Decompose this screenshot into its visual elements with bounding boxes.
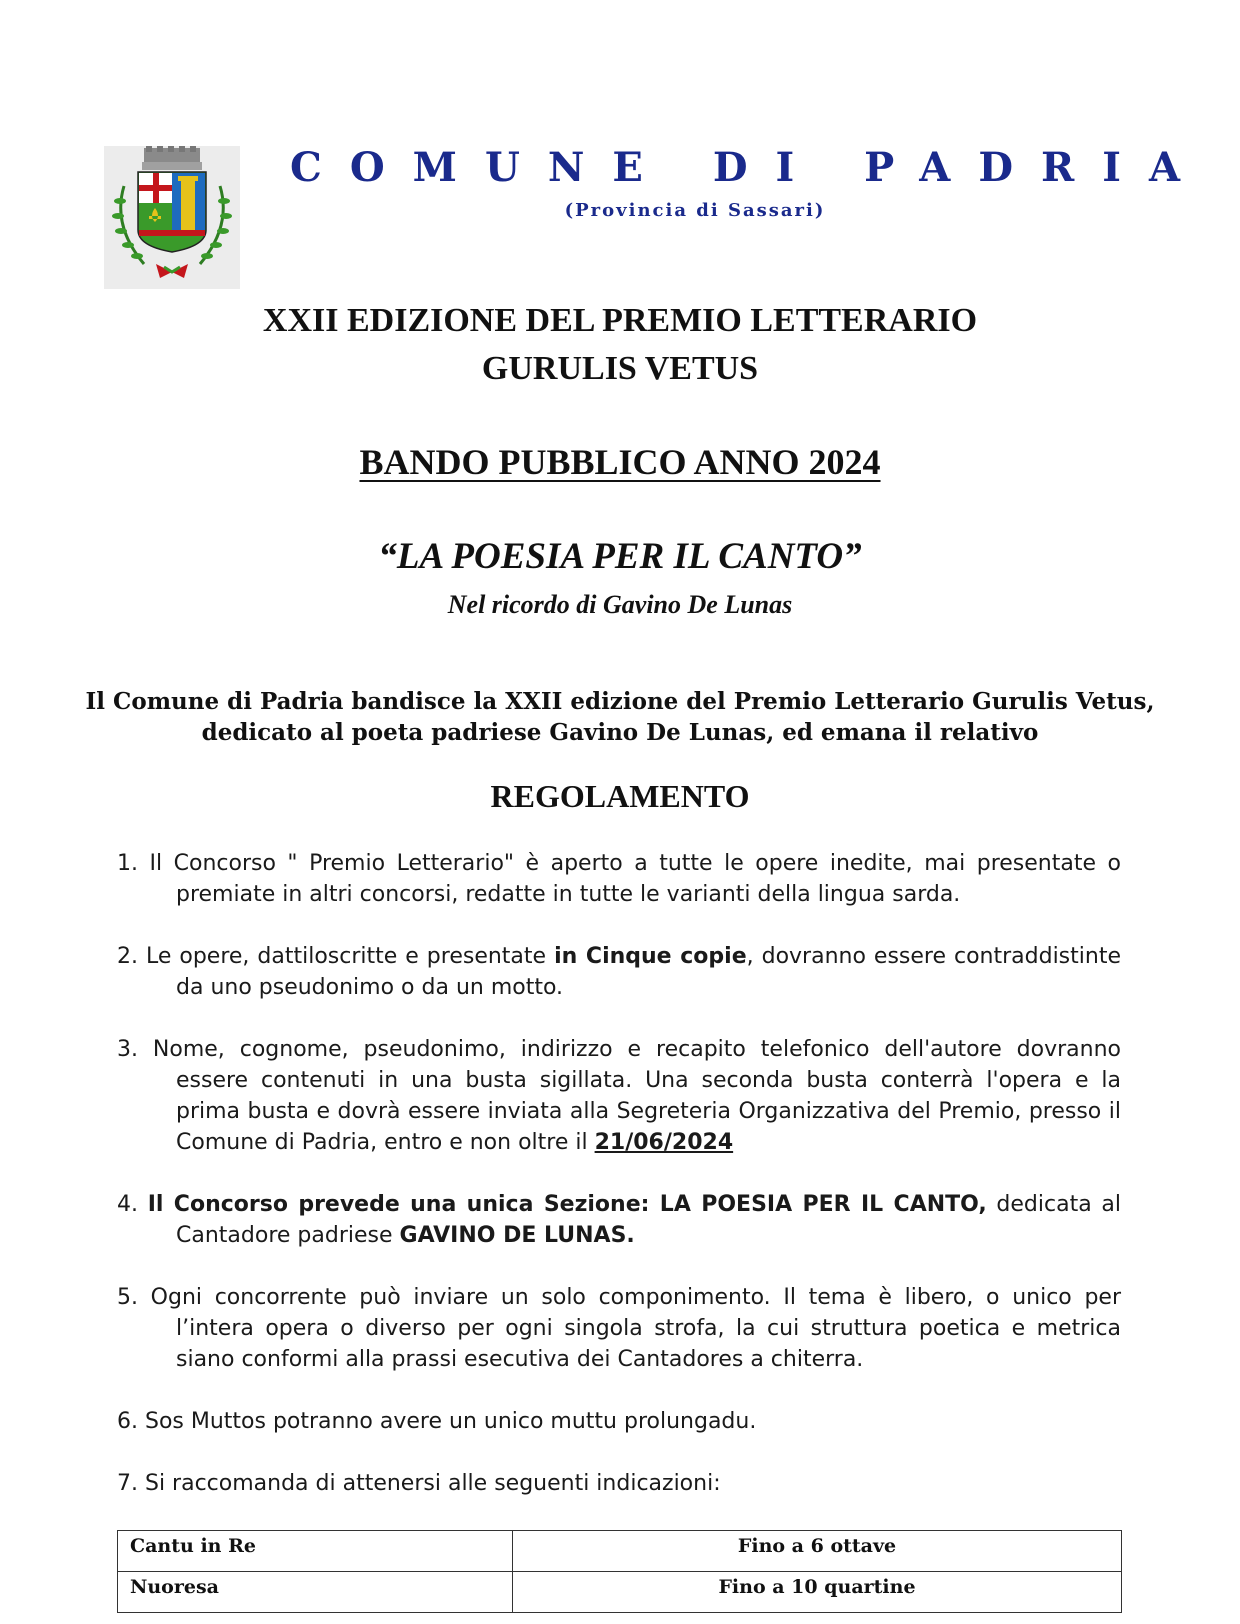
edition-heading <box>0 297 1240 393</box>
rules-list <box>117 848 1121 1530</box>
table-cell-genre: Nuoresa <box>118 1572 513 1613</box>
table-cell-limit: Fino a 6 ottave <box>513 1531 1122 1572</box>
rule-4 <box>117 1189 1121 1251</box>
edition-line-2: GURULIS VETUS <box>481 350 759 387</box>
rule-3 <box>117 1034 1121 1158</box>
rule-7: 7. Si raccomanda di attenersi alle seguenti indicazioni: <box>117 1471 721 1496</box>
rule-4-section: Il Concorso prevede una unica Sezione: LA POESIA PER IL CANTO, <box>147 1192 987 1217</box>
intro-line-1: Il Comune di Padria bandisce la XXII edizione del Premio Letterario Gurulis Vetus, <box>85 688 1155 715</box>
rule-4-cantadore: GAVINO DE LUNAS. <box>399 1223 635 1248</box>
rule-2-copies: in Cinque copie <box>554 944 747 969</box>
org-name: COMUNE DI PADRIA <box>290 144 1209 191</box>
edition-line-1: XXII EDIZIONE DEL PREMIO LETTERARIO <box>262 302 978 339</box>
theme-subtitle: Nel ricordo di Gavino De Lunas <box>447 590 793 619</box>
rule-1: 1. Il Concorso " Premio Letterario" è aperto a tutte le opere inedite, mai presentate o premiate in altri concorsi, redatte in tutte le varianti della lingua sarda. <box>117 851 1121 907</box>
rule-4-text: dedicata al Cantadore padriese <box>176 1192 1121 1248</box>
bando-title: BANDO PUBBLICO ANNO 2024 <box>359 442 881 482</box>
intro-paragraph <box>0 686 1240 748</box>
intro-line-2: dedicato al poeta padriese Gavino De Lunas, ed emana il relativo <box>201 719 1039 746</box>
table-row <box>118 1531 1122 1572</box>
metrics-table <box>117 1530 1122 1613</box>
org-province: (Provincia di Sassari) <box>564 200 826 221</box>
rule-3-text: 3. Nome, cognome, pseudonimo, indirizzo e recapito telefonico dell'autore dovranno essere contenuti in una busta sigillata. Una seconda busta conterrà l'opera e la prima busta e dovrà essere inviata alla Segreteria Organizzativa del Premio, presso il Comune di Padria, entro e non oltre il <box>117 1037 1121 1155</box>
rule-2-text-c: , dovranno essere contraddistinte da uno pseudonimo o da un motto. <box>176 944 1121 1000</box>
table-cell-genre: Cantu in Re <box>118 1531 513 1572</box>
regolamento-title: REGOLAMENTO <box>490 778 750 814</box>
rule-4-number: 4. <box>117 1192 148 1217</box>
rule-5: 5. Ogni concorrente può inviare un solo componimento. Il tema è libero, o unico per l’intera opera o diverso per ogni singola strofa, la cui struttura poetica e metrica siano conformi alla prassi esecutiva dei Cantadores a chiterra. <box>117 1285 1121 1372</box>
theme-title: “LA POESIA PER IL CANTO” <box>378 536 862 577</box>
table-row <box>118 1572 1122 1613</box>
rule-2 <box>117 941 1121 1003</box>
table-cell-limit: Fino a 10 quartine <box>513 1572 1122 1613</box>
rule-6: 6. Sos Muttos potranno avere un unico muttu prolungadu. <box>117 1409 757 1434</box>
rule-3-deadline: 21/06/2024 <box>594 1130 734 1155</box>
rule-2-text-a: 2. Le opere, dattiloscritte e presentate <box>117 944 555 969</box>
